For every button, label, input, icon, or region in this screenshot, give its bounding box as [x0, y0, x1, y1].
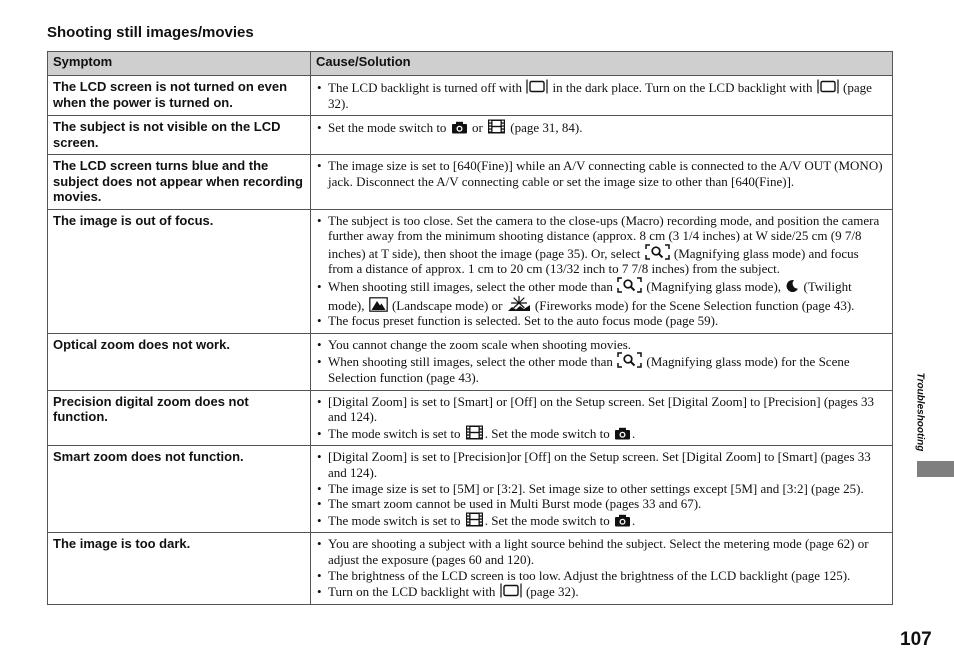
cause-item [317, 583, 886, 600]
cause-text: The brightness of the LCD screen is too low. Adjust the brightness of the LCD backlight (page 125). [328, 567, 851, 583]
cause-cell [311, 446, 893, 533]
table-row [48, 533, 893, 604]
movie-icon [487, 119, 506, 134]
cause-text: Turn on the LCD backlight with [328, 584, 499, 600]
cause-list [317, 79, 886, 111]
table-row [48, 333, 893, 390]
section-tab-marker [917, 461, 954, 477]
lcd-backlight-icon [500, 583, 522, 598]
cause-item [317, 313, 886, 329]
cause-header: Cause/Solution [311, 52, 893, 76]
cause-text: Set the mode switch to [328, 120, 450, 136]
cause-text: The subject is too close. Set the camera to the close-ups (Macro) recording mode, and position the camera further away from the minimum shooting distance (approx. 8 cm (3 1/4 inches) at W side/25 cm (9 7/8 inches) at T side), then shoot the image (page 35). Or, select [328, 212, 880, 261]
cause-list [317, 449, 886, 528]
symptom-header: Symptom [48, 52, 311, 76]
cause-item [317, 352, 886, 385]
cause-text: (page 31, 84). [507, 120, 583, 136]
cause-text: in the dark place. Turn on the LCD backlight with [549, 80, 816, 95]
symptom-cell: The subject is not visible on the LCD screen. [48, 116, 311, 155]
cause-list [317, 536, 886, 599]
cause-text: You are shooting a subject with a light source behind the subject. Select the metering mode (page 62) or adjust the exposure (pages 60 and 120). [328, 536, 869, 567]
cause-item [317, 496, 886, 512]
table-row [48, 155, 893, 210]
symptom-cell: The image is out of focus. [48, 209, 311, 333]
cause-text: (Magnifying glass mode) for the Scene Selection function (page 43). [328, 354, 850, 386]
cause-text: (Magnifying glass mode) and focus from a distance of approx. 1 cm to 20 cm (13/32 inch to 7 7/8 inches) from the subject. [328, 245, 859, 277]
cause-cell [311, 76, 893, 116]
cause-text: (Landscape mode) or [388, 297, 506, 313]
table-row [48, 76, 893, 116]
symptom-cell: Optical zoom does not work. [48, 333, 311, 390]
cause-item [317, 481, 886, 497]
cause-item [317, 512, 886, 529]
table-header-row [48, 52, 893, 76]
cause-cell [311, 533, 893, 604]
symptom-cell: The image is too dark. [48, 533, 311, 604]
symptom-cell: The LCD screen is not turned on even when the power is turned on. [48, 76, 311, 116]
cause-item [317, 536, 886, 567]
cause-text: You cannot change the zoom scale when shooting movies. [328, 336, 632, 352]
camera-icon [451, 121, 468, 134]
movie-icon [465, 425, 484, 440]
symptom-cell: Smart zoom does not function. [48, 446, 311, 533]
cause-text: When shooting still images, select the other mode than [328, 354, 617, 370]
table-row [48, 209, 893, 333]
cause-text: The image size is set to [640(Fine)] while an A/V connecting cable is connected to the A/V OUT (MONO) jack. Disconnect the A/V connecting cable or set the image size to other than [640(Fine)]. [328, 158, 883, 189]
cause-text: . Set the mode switch to [484, 425, 613, 441]
camera-icon [614, 514, 631, 527]
cause-cell [311, 116, 893, 155]
cause-text: The mode switch is set to [328, 512, 464, 528]
magnifier-icon [617, 352, 642, 368]
cause-item [317, 158, 886, 189]
cause-text: . [631, 425, 636, 441]
cause-list [317, 394, 886, 442]
cause-text: or [468, 120, 487, 136]
cause-item [317, 277, 886, 313]
lcd-backlight-icon [817, 79, 839, 94]
cause-item [317, 425, 886, 442]
cause-text: The smart zoom cannot be used in Multi Burst mode (pages 33 and 67). [328, 496, 702, 512]
section-side-label: Troubleshooting [914, 372, 926, 452]
cause-item [317, 119, 886, 136]
cause-text: When shooting still images, select the other mode than [328, 279, 617, 295]
cause-text: (Twilight mode), [328, 279, 852, 313]
cause-cell [311, 209, 893, 333]
cause-text: . [631, 512, 636, 528]
cause-text: [Digital Zoom] is set to [Smart] or [Off] on the Setup screen. Set [Digital Zoom] to [Precision] (pages 33 and 124). [328, 393, 874, 425]
camera-icon [614, 427, 631, 440]
symptom-cell: The LCD screen turns blue and the subject does not appear when recording movies. [48, 155, 311, 210]
cause-item [317, 79, 886, 111]
twilight-icon [785, 279, 799, 293]
cause-item [317, 394, 886, 425]
table-row [48, 116, 893, 155]
cause-text: (Fireworks mode) for the Scene Selection function (page 43). [531, 297, 855, 313]
cause-text: (Magnifying glass mode), [643, 279, 785, 295]
cause-list [317, 158, 886, 189]
cause-text: (page 32). [328, 80, 872, 111]
cause-item [317, 213, 886, 277]
cause-cell [311, 155, 893, 210]
table-row [48, 446, 893, 533]
troubleshooting-table [47, 51, 893, 605]
cause-text: The image size is set to [5M] or [3:2]. Set image size to other settings except [5M] and [3:2] (page 25). [328, 480, 864, 496]
side-label-box [905, 362, 935, 462]
magnifier-icon [645, 244, 670, 260]
section-title: Shooting still images/movies [47, 24, 254, 41]
cause-list [317, 213, 886, 329]
cause-text: The focus preset function is selected. Set to the auto focus mode (page 59). [328, 313, 719, 329]
cause-item [317, 449, 886, 480]
page-number: 107 [900, 629, 932, 650]
cause-list [317, 119, 886, 136]
cause-cell [311, 390, 893, 446]
cause-item [317, 568, 886, 584]
cause-text: . Set the mode switch to [484, 512, 613, 528]
cause-cell [311, 333, 893, 390]
cause-item [317, 337, 886, 353]
cause-text: (page 32). [522, 584, 579, 600]
fireworks-icon [507, 295, 531, 312]
magnifier-icon [617, 277, 642, 293]
symptom-cell: Precision digital zoom does not function. [48, 390, 311, 446]
cause-text: The LCD backlight is turned off with [328, 80, 526, 95]
movie-icon [465, 512, 484, 527]
cause-list [317, 337, 886, 386]
lcd-backlight-icon [526, 79, 548, 94]
cause-text: The mode switch is set to [328, 425, 464, 441]
landscape-icon [369, 297, 388, 312]
cause-text: [Digital Zoom] is set to [Precision]or [Off] on the Setup screen. Set [Digital Zoom] to [Smart] (pages 33 and 124). [328, 449, 871, 480]
table-row [48, 390, 893, 446]
